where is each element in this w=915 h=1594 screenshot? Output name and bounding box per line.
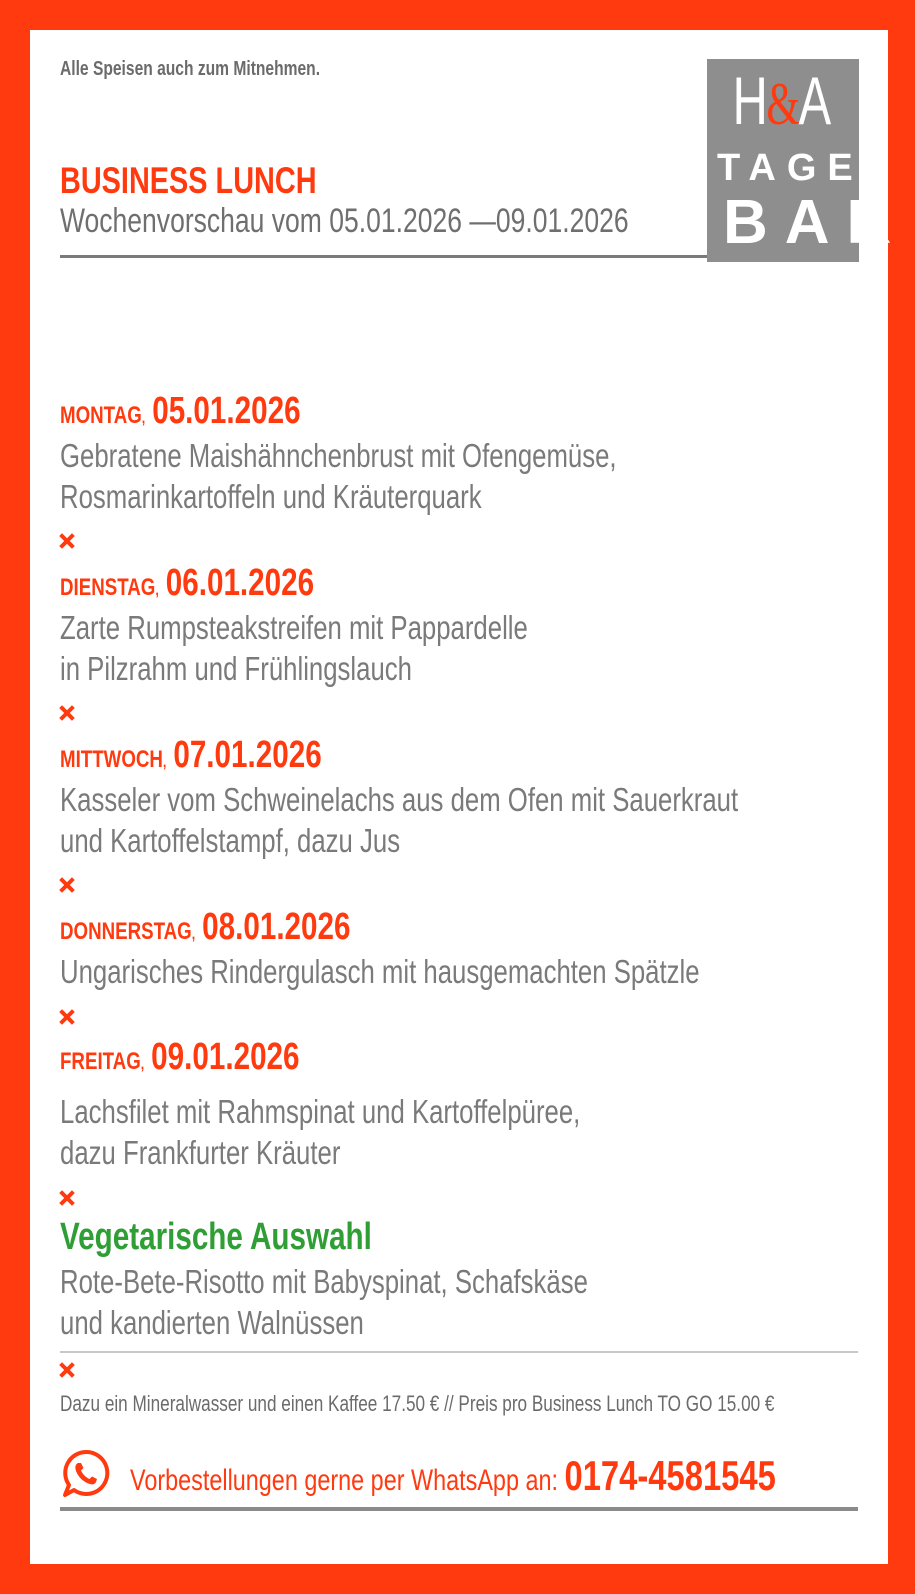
preorder-line xyxy=(130,1452,915,1500)
day-name: FREITAG xyxy=(60,1048,141,1075)
dish-line: dazu Frankfurter Kräuter xyxy=(60,1134,341,1171)
week-range: Wochenvorschau vom 05.01.2026 —09.01.2026 xyxy=(60,202,629,240)
day-date: 06.01.2026 xyxy=(165,562,315,604)
day-date: 05.01.2026 xyxy=(152,390,301,432)
vegetarian-option xyxy=(60,1216,737,1343)
dish-line: Ungarisches Rindergulasch mit hausgemachten Spätzle xyxy=(60,953,700,990)
day-date: 09.01.2026 xyxy=(151,1036,300,1078)
logo xyxy=(707,59,909,262)
vegetarian-title: Vegetarische Auswahl xyxy=(60,1216,372,1258)
takeaway-note: Alle Speisen auch zum Mitnehmen. xyxy=(60,58,321,80)
day-tuesday: DIENSTAG, 06.01.2026 Zarte Rumpsteakstreifen mit Pappardelle in Pilzrahm und Frühlingslauch xyxy=(60,562,528,687)
separator-x-icon xyxy=(59,533,75,549)
dish-line: und Kartoffelstampf, dazu Jus xyxy=(60,822,401,859)
dish-line: Lachsfilet mit Rahmspinat und Kartoffelpüree, xyxy=(60,1093,581,1130)
title-divider xyxy=(60,255,710,258)
logo-ha: H&A xyxy=(732,63,834,139)
day-thursday: DONNERSTAG, 08.01.2026 Ungarisches Rindergulasch mit hausgemachten Spätzle xyxy=(60,906,700,990)
menu-card xyxy=(30,30,909,1564)
separator-x-icon xyxy=(59,1190,75,1206)
bottom-divider xyxy=(60,1507,858,1511)
day-name: MONTAG xyxy=(60,402,142,429)
whatsapp-icon[interactable] xyxy=(60,1448,112,1500)
separator-x-icon xyxy=(59,877,75,893)
dish-line: Zarte Rumpsteakstreifen mit Pappardelle xyxy=(60,609,528,646)
day-friday: FREITAG, 09.01.2026 Lachsfilet mit Rahmspinat und Kartoffelpüree, dazu Frankfurter Kräuter xyxy=(60,1036,581,1171)
separator-x-icon xyxy=(59,705,75,721)
logo-tages: TAGES xyxy=(717,147,901,189)
separator-x-icon xyxy=(59,1009,75,1025)
footer-divider xyxy=(60,1351,858,1353)
dish-line: und kandierten Walnüssen xyxy=(60,1304,364,1341)
phone-number[interactable]: 0174-4581545 xyxy=(564,1452,776,1499)
dish-line: Rosmarinkartoffeln und Kräuterquark xyxy=(60,478,482,515)
day-name: DIENSTAG xyxy=(60,574,156,601)
price-note: Dazu ein Mineralwasser und einen Kaffee 17.50 € // Preis pro Business Lunch TO GO 15.00 € xyxy=(60,1391,775,1416)
day-name: MITTWOCH xyxy=(60,746,163,773)
separator-x-icon xyxy=(59,1362,75,1378)
logo-bar: BAR xyxy=(723,188,909,257)
day-name: DONNERSTAG xyxy=(60,918,192,945)
dish-line: in Pilzrahm und Frühlingslauch xyxy=(60,650,412,687)
day-date: 08.01.2026 xyxy=(202,906,351,948)
page-title: BUSINESS LUNCH xyxy=(60,160,317,201)
day-wednesday: MITTWOCH, 07.01.2026 Kasseler vom Schweinelachs aus dem Ofen mit Sauerkraut und Kartoffelstampf, dazu Jus xyxy=(60,734,739,859)
day-date: 07.01.2026 xyxy=(173,734,322,776)
dish-line: Kasseler vom Schweinelachs aus dem Ofen mit Sauerkraut xyxy=(60,781,739,818)
dish-line: Gebratene Maishähnchenbrust mit Ofengemüse, xyxy=(60,437,617,474)
dish-line: Rote-Bete-Risotto mit Babyspinat, Schafskäse xyxy=(60,1263,588,1300)
day-monday: MONTAG, 05.01.2026 Gebratene Maishähnchenbrust mit Ofengemüse, Rosmarinkartoffeln und Kräuterquark xyxy=(60,390,617,515)
preorder-text: Vorbestellungen gerne per WhatsApp an: xyxy=(130,1464,565,1497)
